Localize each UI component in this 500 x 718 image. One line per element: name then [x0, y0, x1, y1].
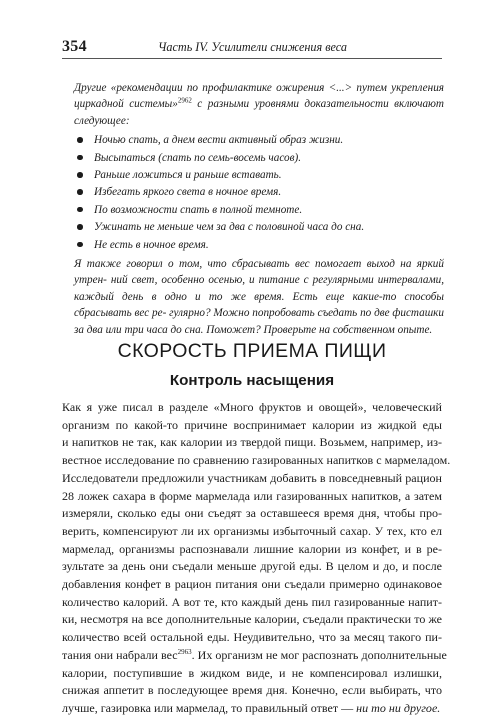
body-paragraph: [62, 399, 451, 718]
text-line: количество калорий. А вот те, кто каждый день пил газированные напит-: [62, 594, 442, 609]
list-item: [74, 167, 444, 184]
text-fragment: . Их организм не мог распознать дополнительные: [191, 647, 447, 662]
section-title: СКОРОСТЬ ПРИЕМА ПИЩИ: [117, 340, 387, 362]
list-item-text: Ночью спать, а днем вести активный образ жизни.: [94, 134, 344, 147]
sidebar-closing-line: день в одно и то же время. Есть еще какие-то способы сбрасывать вес ре-: [74, 290, 444, 320]
text-line: вестное исследование по сравнению газированных напитков с мармеладом.: [62, 453, 451, 468]
text-line: снижая аппетит в последующее время дня. Конечно, если выбирать, что: [62, 683, 442, 698]
bullet-icon: [77, 189, 83, 195]
footnote-ref: 2962: [177, 96, 192, 105]
sidebar-intro: [74, 80, 444, 129]
emphasis-text: ни то ни другое.: [356, 700, 441, 715]
sidebar-closing: [74, 256, 444, 338]
text-line: количество всей остальной еды. Неудивительно, что за месяц такого пи-: [62, 630, 442, 645]
list-item: [74, 150, 444, 167]
page-number: 354: [62, 38, 87, 55]
bullet-icon: [77, 155, 83, 161]
list-item-text: По возможности спать в полной темноте.: [94, 203, 303, 216]
running-head: Часть IV. Усилители снижения веса: [158, 40, 347, 54]
list-item-text: Избегать яркого света в ночное время.: [94, 186, 282, 199]
text-line: 28 ложек сахара в форме мармелада или газированных напитков, а затем: [62, 488, 442, 503]
text-line: [62, 647, 447, 665]
subsection-title: Контроль насыщения: [169, 372, 335, 389]
bullet-icon: [77, 242, 83, 248]
sidebar-closing-line: до сна. Поможет? Проверьте на собственном опыте.: [170, 323, 433, 336]
list-item: [74, 132, 444, 149]
recommendation-list: [74, 132, 444, 254]
sidebar-intro-line: следующее:: [74, 114, 130, 127]
text-line: Как я уже писал в разделе «Много фруктов и овощей», человеческий: [62, 400, 442, 414]
sidebar-intro-line: Другие «рекомендации по профилактике ожирения <...> путем укрепления: [74, 82, 444, 94]
list-item-text: Высыпаться (спать по семь-восемь часов).: [94, 151, 301, 164]
sidebar-closing-line: ний свет, особенно осенью, и питание с регулярными интервалами, каждый: [74, 274, 444, 303]
text-line: верить, компенсируют ли их организмы избыточный сахар. У тех, кто ел: [62, 523, 442, 538]
text-line: [62, 700, 442, 718]
list-item: [74, 202, 444, 219]
text-line: зультате за день они съедали меньше другой еды. В целом и до, и после: [62, 559, 442, 574]
sidebar-closing-line: Я также говорил о том, что сбрасывать вес помогает выход на яркий утрен-: [74, 257, 444, 287]
text-fragment: тания они набрали вес: [62, 647, 178, 662]
text-line: калории, поступившие в жидком виде, и не компенсировал излишки,: [62, 665, 442, 680]
text-fragment: лучше, газировка или мармелад, то правильный ответ —: [62, 700, 357, 715]
text-line: организм по какой-то причине воспринимает калории из жидкой еды: [62, 417, 442, 432]
list-item-text: Не есть в ночное время.: [94, 238, 209, 251]
text-line: добавления конфет в рацион питания они съедали примерно одинаковое: [62, 577, 442, 592]
footnote-ref: 2963: [177, 647, 192, 656]
text-line: мармелад, организмы распознавали лишние калории из конфет, и в ре-: [62, 541, 442, 556]
list-item: [74, 219, 444, 236]
sidebar-closing-line: гулярно? Можно попробовать съедать по две фисташки за два или три часа: [74, 307, 444, 336]
text-line: ки, несмотря на все дополнительные калории, съедали практически то же: [62, 612, 442, 627]
bullet-icon: [77, 137, 83, 143]
text-line: Исследователи предложили участникам добавить в повседневный рацион: [62, 470, 442, 485]
list-item: [74, 184, 444, 201]
bullet-icon: [77, 172, 83, 178]
list-item-text: Ужинать не меньше чем за два с половиной часа до сна.: [94, 221, 365, 234]
recommendations-box: [74, 80, 444, 338]
list-item: [74, 237, 444, 254]
text-line: и напитков не так, как калории из твердой пищи. Возьмем, например, из-: [62, 435, 442, 450]
page-header: [62, 38, 442, 59]
bullet-icon: [77, 224, 83, 230]
list-item-text: Раньше ложиться и раньше вставать.: [94, 169, 282, 181]
text-line: измеряли, сколько еды они съедят за оставшееся время дня, чтобы про-: [62, 506, 442, 521]
sidebar-intro-line: с разными уровнями доказательности включают: [197, 98, 445, 111]
bullet-icon: [77, 207, 83, 213]
sidebar-intro-line: циркадной системы»: [74, 98, 178, 111]
